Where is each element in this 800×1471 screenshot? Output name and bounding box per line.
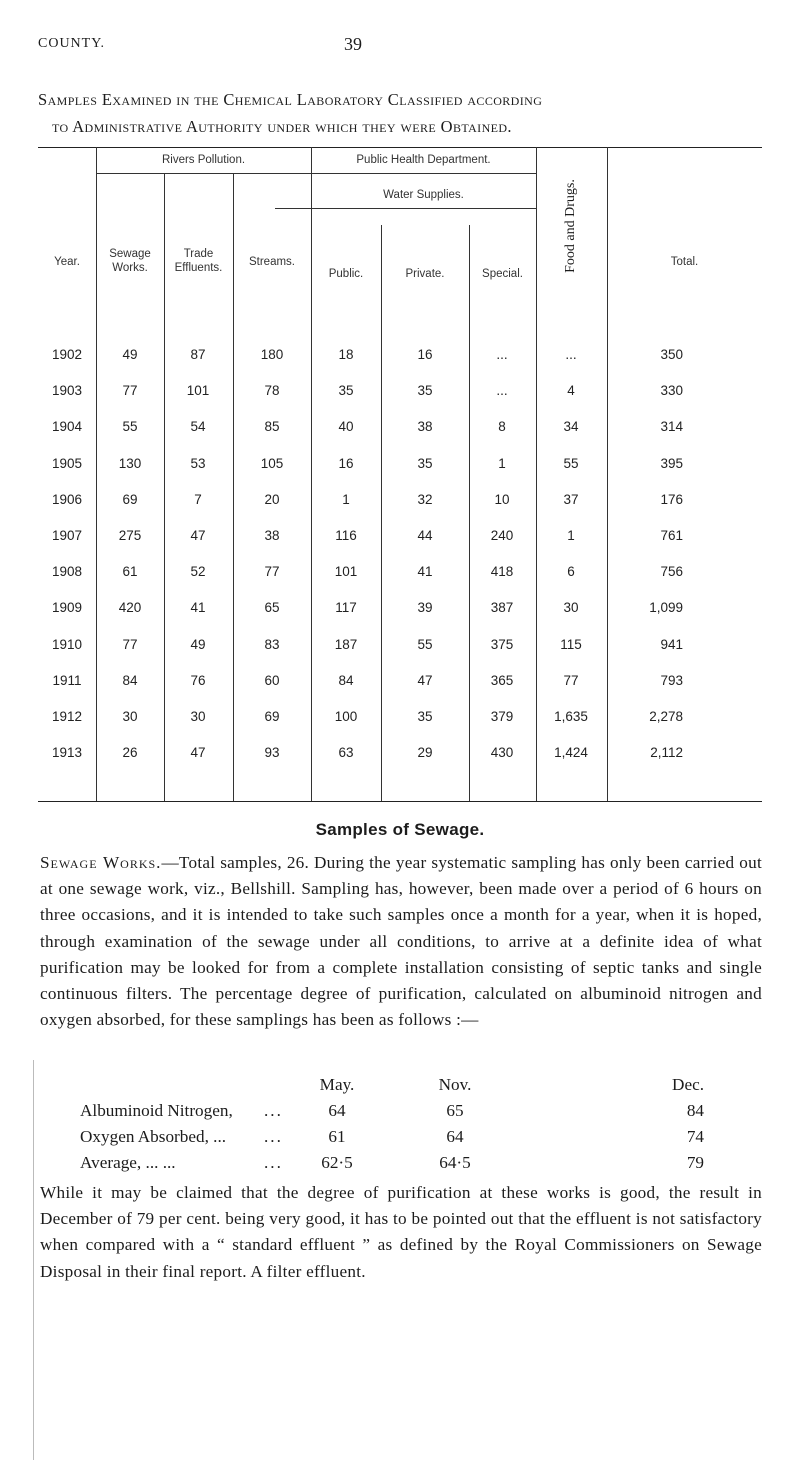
- table-cell: 55: [122, 419, 138, 435]
- table-cell: 41: [417, 564, 433, 580]
- year-cell: 1908: [51, 564, 83, 580]
- table-caption: [38, 86, 758, 140]
- table-cell: 240: [490, 528, 514, 543]
- row-label: Average, ... ...: [80, 1153, 176, 1172]
- header-food-and-drugs: Food and Drugs.: [563, 179, 578, 273]
- table-cell: 176: [660, 491, 683, 507]
- table-cell: 77: [563, 672, 579, 688]
- paragraph-sewage-works: [40, 850, 762, 1033]
- table-cell: 4: [567, 383, 575, 399]
- row-value: 64·5: [439, 1153, 471, 1172]
- table-cell: 69: [264, 709, 280, 724]
- purification-row: [40, 1101, 762, 1127]
- table-cell: 18: [338, 347, 354, 362]
- table-cell: 330: [660, 383, 683, 399]
- table-cell: 10: [494, 491, 510, 507]
- table-cell: 101: [186, 383, 210, 399]
- table-cell: 314: [660, 419, 683, 435]
- paragraph-lead: Sewage Works.: [40, 853, 162, 872]
- year-cell: 1911: [52, 672, 82, 688]
- table-cell: 16: [338, 455, 354, 471]
- table-cell: 39: [417, 600, 433, 616]
- table-cell: 77: [122, 636, 138, 652]
- table-cell: 187: [334, 636, 358, 652]
- year-cell: 1913: [51, 745, 83, 761]
- row-dots: ...: [264, 1127, 283, 1146]
- paragraph-conclusion: While it may be claimed that the degree of purification at these works is good, the result in December of 79 per cent. being very good, it has to be pointed out that the effluent is not satisfactory when compared with a “ standard effluent ” as defined by the Royal Commissioners on Sewage Disposal in their final report. A filter effluent.: [40, 1183, 762, 1281]
- table-top-rule: [38, 147, 762, 148]
- table-cell: 49: [122, 347, 138, 362]
- year-cell: 1912: [51, 709, 83, 724]
- row-dots: ...: [264, 1101, 283, 1120]
- table-cell: 87: [190, 347, 206, 362]
- public-health-rule: [281, 173, 536, 174]
- header-water-supplies: Water Supplies.: [383, 189, 464, 201]
- rivers-rule-hidden: [96, 173, 281, 174]
- table-cell: 130: [118, 455, 142, 471]
- row-value: 64: [328, 1101, 346, 1120]
- table-cell: 756: [660, 564, 683, 580]
- table-cell: 47: [417, 672, 433, 688]
- table-cell: 32: [417, 491, 433, 507]
- table-cell: 941: [660, 636, 683, 652]
- table-cell: 6: [567, 564, 575, 580]
- table-cell: 30: [563, 600, 579, 616]
- col-nov: Nov.: [438, 1075, 472, 1094]
- page-number: 39: [344, 34, 362, 54]
- paragraph-text: —Total samples, 26. During the year systematic sampling has only been carried out at one sewage work, viz., Bellshill. Sampling has, however, been made over a period of 6 hours on three occasions, and it is intended to take such samples once a month for a year, when it is hoped, through examination of the sewage under all conditions, to arrive at a definite idea of what purification may be looked for from a complete installation consisting of septic tanks and single continuous filters. The percentage degree of purification, calculated on albuminoid nitrogen and oxygen absorbed, for these samplings has been as follows :—: [40, 853, 763, 1030]
- table-cell: 365: [490, 672, 514, 688]
- caption-line-1: Samples Examined in the Chemical Laboratory Classified according: [38, 90, 543, 109]
- header-year: Year.: [54, 256, 80, 268]
- header-public: Public.: [328, 268, 364, 280]
- year-cell: 1909: [51, 600, 83, 616]
- row-value: 84: [686, 1101, 704, 1120]
- row-value: 64: [446, 1127, 464, 1146]
- table-cell: ...: [496, 383, 508, 399]
- row-label: Albuminoid Nitrogen,: [80, 1101, 233, 1120]
- table-cell: 30: [190, 709, 206, 724]
- year-cell: 1906: [51, 491, 83, 507]
- year-cell: 1904: [51, 419, 83, 435]
- header-trade-effluents: Trade Effluents.: [174, 248, 223, 274]
- table-cell: 101: [334, 564, 358, 580]
- table-cell: 77: [264, 564, 280, 580]
- table-cell: 29: [417, 745, 433, 761]
- table-cell: 115: [560, 636, 582, 652]
- row-value: 61: [328, 1127, 346, 1146]
- year-cell: 1905: [51, 455, 83, 471]
- table-cell: 35: [338, 383, 354, 399]
- header-sewage-works: Sewage Works.: [109, 248, 151, 274]
- table-cell: 47: [190, 745, 206, 761]
- table-cell: 60: [264, 672, 280, 688]
- col-rule: [607, 147, 608, 801]
- table-cell: 53: [190, 455, 206, 471]
- col-rule: [96, 147, 97, 801]
- table-bottom-rule: [38, 801, 762, 802]
- table-cell: 37: [563, 491, 579, 507]
- table-cell: 1: [342, 491, 350, 507]
- table-cell: 65: [264, 600, 280, 616]
- col-rule: [311, 147, 312, 801]
- table-cell: 793: [660, 672, 683, 688]
- table-cell: 85: [264, 419, 280, 435]
- table-cell: 1: [567, 528, 575, 543]
- table-cell: 93: [264, 745, 280, 761]
- row-dots: ...: [264, 1153, 283, 1172]
- table-cell: 275: [118, 528, 142, 543]
- row-value: 62·5: [321, 1153, 353, 1172]
- water-supplies-rule: [275, 208, 536, 209]
- table-cell: 116: [335, 528, 357, 543]
- table-cell: 77: [122, 383, 138, 399]
- table-cell: 761: [660, 528, 683, 543]
- table-cell: ...: [565, 347, 577, 362]
- table-cell: 2,278: [649, 709, 683, 724]
- table-cell: 20: [264, 491, 280, 507]
- table-cell: 35: [417, 383, 433, 399]
- col-dec: Dec.: [672, 1075, 704, 1094]
- table-cell: 1: [498, 455, 506, 471]
- table-cell: 375: [490, 636, 514, 652]
- table-cell: 47: [190, 528, 206, 543]
- col-rule: [536, 147, 537, 801]
- table-cell: 38: [264, 528, 280, 543]
- table-cell: 69: [122, 491, 138, 507]
- table-cell: 100: [334, 709, 358, 724]
- table-cell: 61: [122, 564, 138, 580]
- purification-header: [40, 1075, 762, 1101]
- header-private: Private.: [405, 268, 445, 280]
- table-cell: 387: [490, 600, 514, 616]
- table-cell: 35: [417, 455, 433, 471]
- running-head: COUNTY.: [38, 36, 106, 51]
- caption-line-2: to Administrative Authority under which they were Obtained.: [52, 117, 512, 136]
- header-rivers: Rivers Pollution.: [161, 154, 246, 166]
- table-cell: 379: [490, 709, 514, 724]
- table-cell: 49: [190, 636, 206, 652]
- table-cell: ...: [496, 347, 508, 362]
- table-cell: 16: [417, 347, 433, 362]
- table-cell: 26: [122, 745, 138, 761]
- header-public-health: Public Health Department.: [356, 154, 491, 166]
- table-cell: 34: [563, 419, 579, 435]
- table-cell: 76: [190, 672, 206, 688]
- table-cell: 44: [417, 528, 433, 543]
- table-cell: 38: [417, 419, 433, 435]
- table-cell: 55: [563, 455, 579, 471]
- table-cell: 1,635: [554, 709, 588, 724]
- table-cell: 8: [498, 419, 506, 435]
- table-cell: 55: [417, 636, 433, 652]
- year-cell: 1902: [51, 347, 83, 362]
- table-cell: 105: [260, 455, 284, 471]
- table-cell: 180: [260, 347, 284, 362]
- table-cell: 84: [122, 672, 138, 688]
- table-cell: 52: [190, 564, 206, 580]
- row-value: 74: [686, 1127, 704, 1146]
- table-cell: 7: [194, 491, 202, 507]
- table-cell: 1,099: [649, 600, 683, 616]
- page-header: [38, 34, 745, 64]
- row-label: Oxygen Absorbed, ...: [80, 1127, 227, 1146]
- header-total: Total.: [670, 256, 699, 268]
- header-streams: Streams.: [248, 256, 295, 268]
- purification-row: [40, 1153, 762, 1179]
- year-cell: 1910: [51, 636, 83, 652]
- table-cell: 84: [338, 672, 354, 688]
- table-cell: 395: [660, 455, 683, 471]
- section-title: Samples of Sewage.: [315, 820, 485, 839]
- table-cell: 40: [338, 419, 354, 435]
- purification-row: [40, 1127, 762, 1153]
- year-cell: 1903: [51, 383, 83, 399]
- table-cell: 117: [335, 600, 357, 616]
- margin-line: [33, 1060, 34, 1460]
- header-special: Special.: [482, 268, 523, 280]
- table-cell: 420: [118, 600, 142, 616]
- table-cell: 418: [490, 564, 514, 580]
- table-cell: 35: [417, 709, 433, 724]
- row-value: 79: [686, 1153, 704, 1172]
- table-cell: 30: [122, 709, 138, 724]
- table-cell: 41: [190, 600, 206, 616]
- table-cell: 83: [264, 636, 280, 652]
- table-cell: 430: [490, 745, 514, 761]
- table-cell: 350: [660, 347, 683, 362]
- row-value: 65: [446, 1101, 464, 1120]
- year-cell: 1907: [51, 528, 83, 543]
- table-cell: 54: [190, 419, 206, 435]
- col-may: May.: [319, 1075, 355, 1094]
- table-cell: 63: [338, 745, 354, 761]
- table-cell: 2,112: [650, 745, 683, 761]
- table-cell: 78: [264, 383, 280, 399]
- table-cell: 1,424: [554, 745, 588, 761]
